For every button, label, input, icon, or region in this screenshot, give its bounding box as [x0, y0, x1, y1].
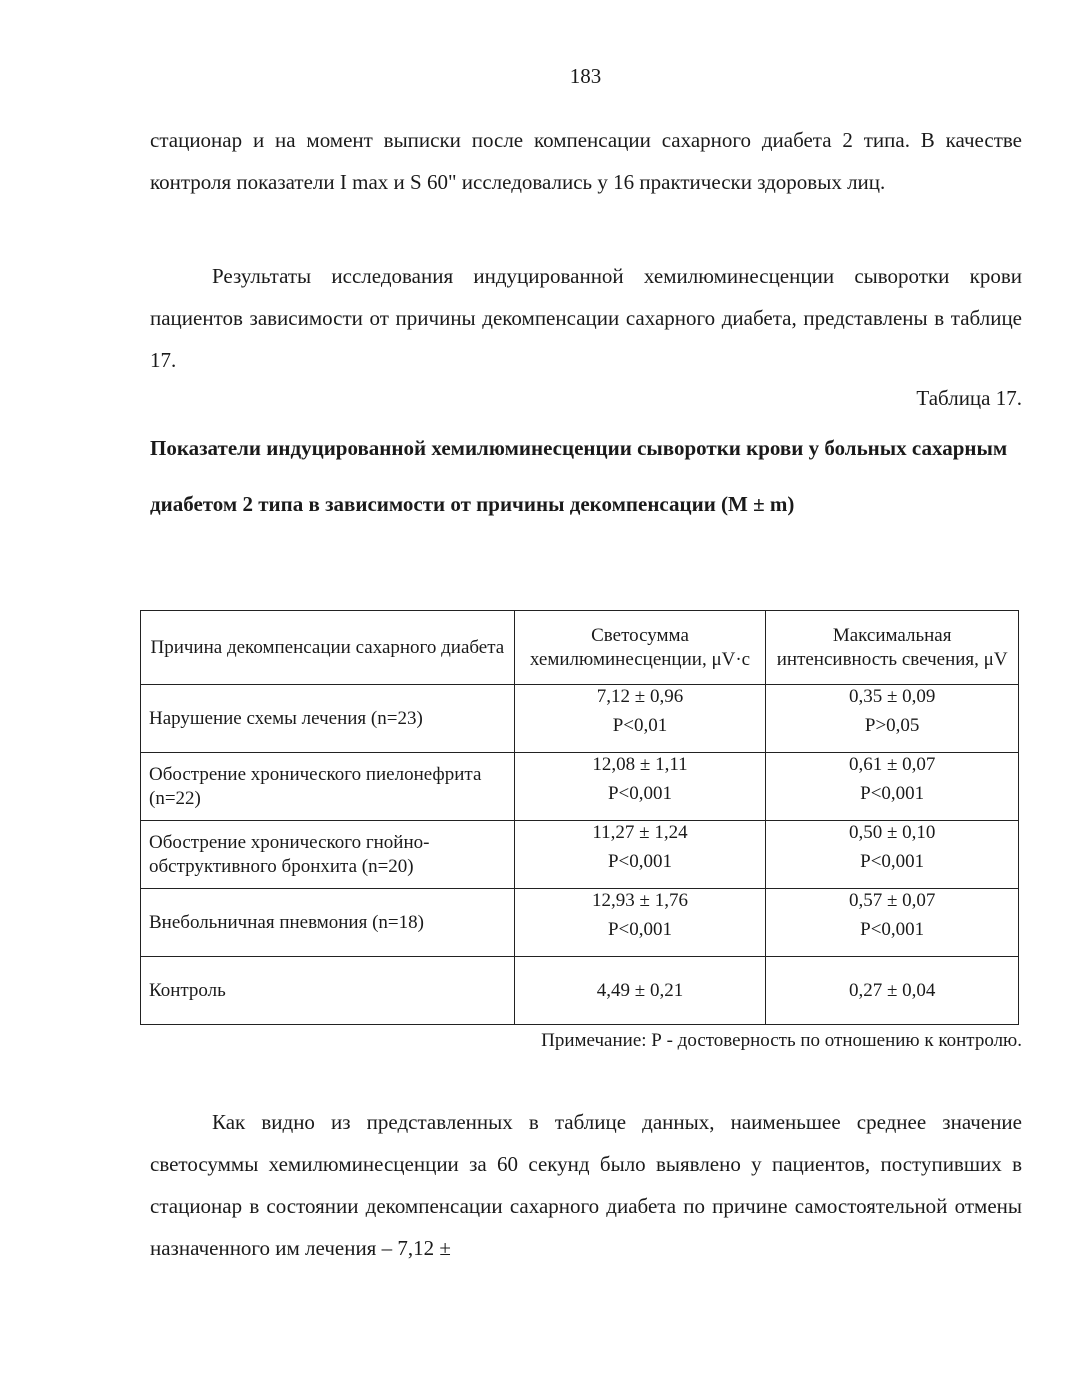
table-row	[141, 685, 1019, 753]
light-sum-value: 7,12 ± 0,96	[596, 686, 684, 707]
paragraph-intro: стационар и на момент выписки после компенсации сахарного диабета 2 типа. В качестве контроля показатели I max и S 60" исследовались у 16 практически здоровых лиц.	[150, 128, 1022, 194]
row-max-intensity: 0,27 ± 0,04	[766, 957, 1019, 1025]
max-intensity-value: 0,35 ± 0,09	[848, 686, 936, 707]
max-intensity-p: P>0,05	[864, 715, 920, 736]
data-table	[140, 610, 1019, 1025]
header-max-intensity: Максимальная интенсивность свечения, μV	[766, 611, 1019, 685]
row-max-intensity	[766, 753, 1019, 821]
table-title: Показатели индуцированной хемилюминесценции сыворотки крови у больных сахарным диабетом 2 типа в зависимости от причины декомпенсации (М ± m)	[150, 436, 1008, 516]
paragraph-discussion: Как видно из представленных в таблице данных, наименьшее среднее значение светосуммы хемилюминесценции за 60 секунд было выявлено у пациентов, поступивших в стационар в состоянии декомпенсации сахарного диабета по причине самостоятельной отмены назначенного им лечения – 7,12 ±	[150, 1110, 1022, 1260]
table-row	[141, 821, 1019, 889]
max-intensity-p: P<0,001	[860, 783, 925, 804]
header-reason: Причина декомпенсации сахарного диабета	[141, 611, 515, 685]
max-intensity-value: 0,50 ± 0,10	[848, 822, 936, 843]
table-header-row	[141, 611, 1019, 685]
row-light-sum	[514, 753, 766, 821]
light-sum-value: 12,93 ± 1,76	[592, 890, 688, 911]
row-max-intensity	[766, 685, 1019, 753]
max-intensity-value: 0,57 ± 0,07	[848, 890, 936, 911]
row-reason: Обострение хронического гнойно-обструктивного бронхита (n=20)	[141, 821, 515, 889]
page-number: 183	[569, 64, 602, 88]
max-intensity-p: P<0,001	[860, 919, 925, 940]
row-light-sum: 4,49 ± 0,21	[514, 957, 766, 1025]
light-sum-p: P<0,001	[607, 851, 673, 872]
row-reason: Обострение хронического пиелонефрита (n=22)	[141, 753, 515, 821]
max-intensity-value: 0,61 ± 0,07	[848, 754, 936, 775]
table-row	[141, 889, 1019, 957]
row-reason: Внебольничная пневмония (n=18)	[141, 889, 515, 957]
table-row	[141, 753, 1019, 821]
row-reason: Контроль	[141, 957, 515, 1025]
row-max-intensity	[766, 821, 1019, 889]
table-label: Таблица 17.	[916, 386, 1022, 410]
light-sum-value: 11,27 ± 1,24	[592, 822, 688, 843]
table-note: Примечание: Р - достоверность по отношению к контролю.	[541, 1030, 1022, 1051]
light-sum-p: P<0,01	[612, 715, 668, 736]
row-light-sum	[514, 685, 766, 753]
light-sum-p: P<0,001	[607, 783, 673, 804]
row-reason: Нарушение схемы лечения (n=23)	[141, 685, 515, 753]
row-light-sum	[514, 821, 766, 889]
row-light-sum	[514, 889, 766, 957]
table-row-control	[141, 957, 1019, 1025]
header-light-sum: Светосумма хемилюминесценции, μV·c	[514, 611, 766, 685]
paragraph-results: Результаты исследования индуцированной хемилюминесценции сыворотки крови пациентов зависимости от причины декомпенсации сахарного диабета, представлены в таблице 17.	[150, 264, 1022, 372]
light-sum-p: P<0,001	[607, 919, 673, 940]
max-intensity-p: P<0,001	[860, 851, 925, 872]
light-sum-value: 12,08 ± 1,11	[592, 754, 688, 775]
row-max-intensity	[766, 889, 1019, 957]
